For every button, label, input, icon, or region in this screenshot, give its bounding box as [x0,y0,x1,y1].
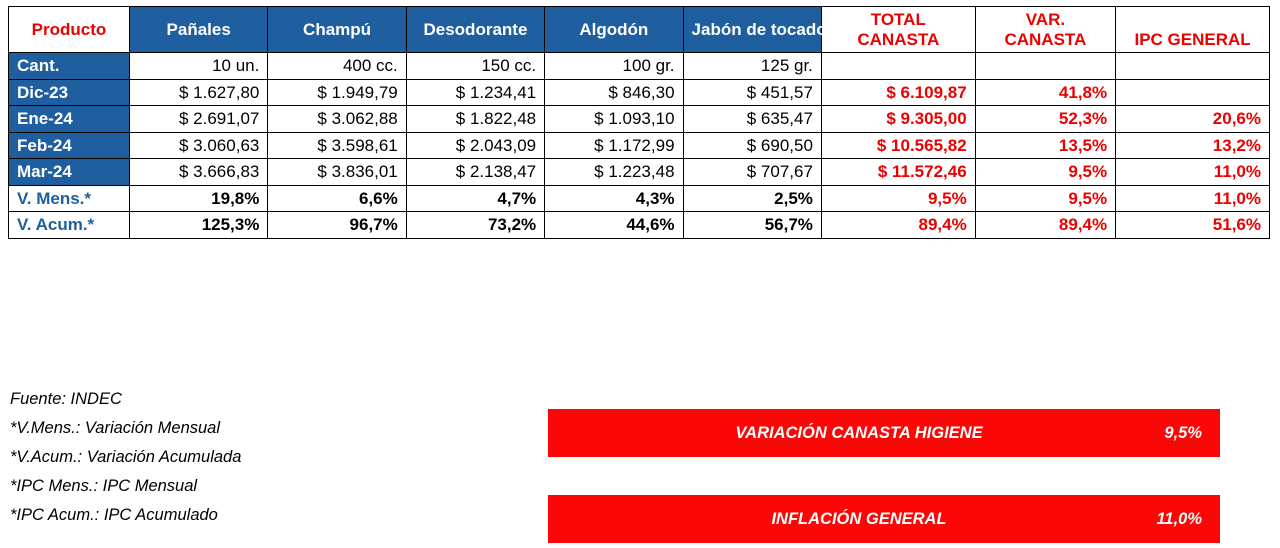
row-label-v-acum: V. Acum.* [9,212,130,239]
cell-mar24-desodorante: $ 2.138,47 [406,159,544,186]
cell-cant-total [821,53,975,80]
cell-ene24-var: 52,3% [975,106,1115,133]
cell-feb24-var: 13,5% [975,132,1115,159]
cell-cant-panales: 10 un. [129,53,267,80]
header-champu: Champú [268,7,406,53]
header-var-canasta [975,7,1115,53]
cell-vmens-var: 9,5% [975,185,1115,212]
cell-mar24-var: 9,5% [975,159,1115,186]
cell-cant-ipc [1116,53,1270,80]
table-row [9,159,1270,186]
cell-vacum-total: 89,4% [821,212,975,239]
banner-variacion-canasta-label: VARIACIÓN CANASTA HIGIENE [735,423,983,442]
cell-vacum-champu: 96,7% [268,212,406,239]
cell-feb24-champu: $ 3.598,61 [268,132,406,159]
table-row [9,185,1270,212]
cell-ene24-total: $ 9.305,00 [821,106,975,133]
spreadsheet-area [8,6,1272,239]
footnote-ipc-acum: *IPC Acum.: IPC Acumulado [10,506,218,524]
table-row [9,106,1270,133]
cell-feb24-ipc: 13,2% [1116,132,1270,159]
header-jabon-de-tocador: Jabón de tocador [683,7,821,53]
cell-ene24-champu: $ 3.062,88 [268,106,406,133]
canasta-higiene-table [8,6,1270,239]
header-desodorante: Desodorante [406,7,544,53]
footnote-v-acum: *V.Acum.: Variación Acumulada [10,448,242,466]
header-panales: Pañales [129,7,267,53]
banner-inflacion-general-value: 11,0% [1156,509,1202,528]
cell-vacum-jabon: 56,7% [683,212,821,239]
footnote-fuente: Fuente: INDEC [10,390,122,408]
cell-ene24-algodon: $ 1.093,10 [545,106,683,133]
cell-vacum-panales: 125,3% [129,212,267,239]
cell-dic23-var: 41,8% [975,79,1115,106]
banner-inflacion-general-label: INFLACIÓN GENERAL [771,509,947,528]
header-algodon: Algodón [545,7,683,53]
footnote-v-mens: *V.Mens.: Variación Mensual [10,419,221,437]
cell-feb24-jabon: $ 690,50 [683,132,821,159]
table-row [9,132,1270,159]
cell-dic23-panales: $ 1.627,80 [129,79,267,106]
cell-mar24-total: $ 11.572,46 [821,159,975,186]
row-label-v-mens: V. Mens.* [9,185,130,212]
cell-cant-var [975,53,1115,80]
cell-vmens-panales: 19,8% [129,185,267,212]
cell-vacum-desodorante: 73,2% [406,212,544,239]
row-label-mar-24: Mar-24 [9,159,130,186]
header-total-canasta [821,7,975,53]
cell-mar24-champu: $ 3.836,01 [268,159,406,186]
cell-mar24-jabon: $ 707,67 [683,159,821,186]
cell-mar24-panales: $ 3.666,83 [129,159,267,186]
cell-vacum-algodon: 44,6% [545,212,683,239]
cell-cant-algodon: 100 gr. [545,53,683,80]
banner-variacion-canasta-higiene [548,409,1220,457]
row-label-dic-23: Dic-23 [9,79,130,106]
cell-feb24-panales: $ 3.060,63 [129,132,267,159]
header-total-canasta-line1: TOTAL [870,10,926,29]
row-label-ene-24: Ene-24 [9,106,130,133]
cell-dic23-jabon: $ 451,57 [683,79,821,106]
banner-inflacion-general [548,495,1220,543]
cell-vmens-champu: 6,6% [268,185,406,212]
header-var-canasta-line1: VAR. [1025,10,1066,29]
cell-vmens-algodon: 4,3% [545,185,683,212]
cell-dic23-algodon: $ 846,30 [545,79,683,106]
cell-dic23-champu: $ 1.949,79 [268,79,406,106]
cell-dic23-total: $ 6.109,87 [821,79,975,106]
footnote-ipc-mens: *IPC Mens.: IPC Mensual [10,477,198,495]
cell-vmens-jabon: 2,5% [683,185,821,212]
header-var-canasta-line2: CANASTA [1004,29,1087,49]
cell-mar24-ipc: 11,0% [1116,159,1270,186]
cell-cant-desodorante: 150 cc. [406,53,544,80]
cell-dic23-desodorante: $ 1.234,41 [406,79,544,106]
header-total-canasta-line2: CANASTA [857,29,940,49]
cell-feb24-algodon: $ 1.172,99 [545,132,683,159]
cell-mar24-algodon: $ 1.223,48 [545,159,683,186]
cell-ene24-desodorante: $ 1.822,48 [406,106,544,133]
table-row [9,53,1270,80]
cell-ene24-jabon: $ 635,47 [683,106,821,133]
banner-variacion-canasta-value: 9,5% [1164,423,1202,442]
header-producto: Producto [9,7,130,53]
table-header-row [9,7,1270,53]
cell-ene24-ipc: 20,6% [1116,106,1270,133]
cell-vmens-ipc: 11,0% [1116,185,1270,212]
row-label-cant: Cant. [9,53,130,80]
cell-cant-champu: 400 cc. [268,53,406,80]
cell-vacum-var: 89,4% [975,212,1115,239]
table-row [9,79,1270,106]
cell-vmens-total: 9,5% [821,185,975,212]
cell-vmens-desodorante: 4,7% [406,185,544,212]
header-ipc-general: IPC GENERAL [1116,7,1270,53]
row-label-feb-24: Feb-24 [9,132,130,159]
footnotes [10,385,241,530]
cell-cant-jabon: 125 gr. [683,53,821,80]
cell-ene24-panales: $ 2.691,07 [129,106,267,133]
cell-vacum-ipc: 51,6% [1116,212,1270,239]
cell-dic23-ipc [1116,79,1270,106]
cell-feb24-desodorante: $ 2.043,09 [406,132,544,159]
table-row [9,212,1270,239]
cell-feb24-total: $ 10.565,82 [821,132,975,159]
